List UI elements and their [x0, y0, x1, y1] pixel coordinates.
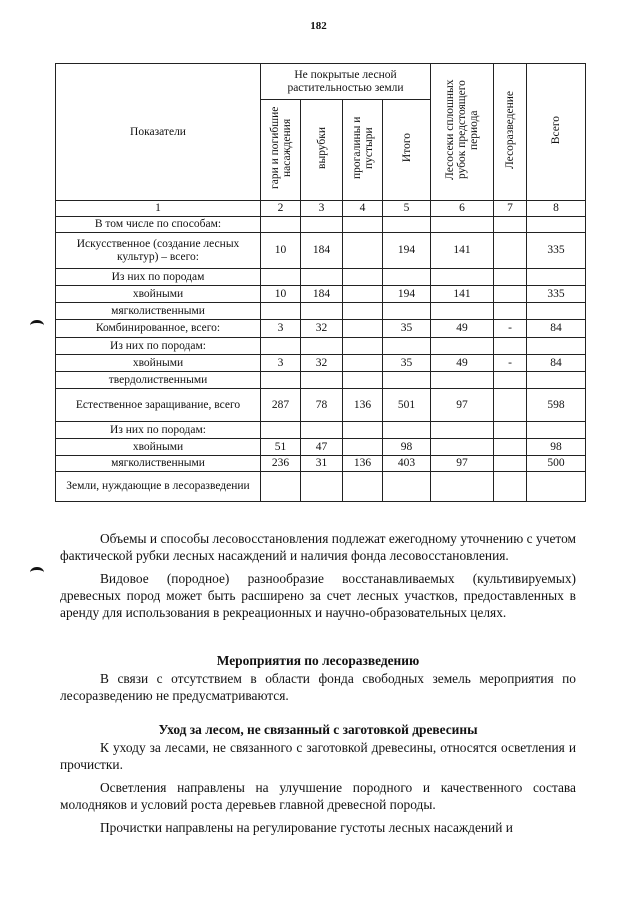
table-cell [343, 217, 383, 233]
table-row [56, 338, 586, 355]
table-cell: 335 [527, 286, 586, 303]
table-cell [343, 472, 383, 502]
table-cell: 500 [527, 456, 586, 472]
table-cell: 10 [261, 286, 301, 303]
row-label: твердолиственными [56, 372, 261, 389]
table-cell: 98 [383, 439, 431, 456]
header-glades [343, 100, 383, 201]
col-num: 1 [56, 201, 261, 217]
table-cell [494, 456, 527, 472]
table-cell [343, 338, 383, 355]
table-cell: 136 [343, 389, 383, 422]
table-cell [343, 355, 383, 372]
table-cell: 84 [527, 320, 586, 338]
body-text-1 [60, 530, 576, 621]
table-row [56, 472, 586, 502]
table-cell [301, 217, 343, 233]
table-cell: 184 [301, 233, 343, 269]
table-cell [527, 338, 586, 355]
table-cell [301, 422, 343, 439]
header-burned-text: гари и погибшие насаждения [268, 106, 293, 190]
table-cell [431, 422, 494, 439]
table-cell [494, 286, 527, 303]
row-label: хвойными [56, 355, 261, 372]
table-cell [431, 472, 494, 502]
table-cell: 403 [383, 456, 431, 472]
table-cell [494, 338, 527, 355]
row-label: Из них по породам: [56, 422, 261, 439]
table-cell: 335 [527, 233, 586, 269]
table-row [56, 269, 586, 286]
row-label: Из них по породам [56, 269, 261, 286]
table-cell: 98 [527, 439, 586, 456]
table-cell [527, 422, 586, 439]
reforestation-table [55, 63, 586, 502]
header-clearcuts-text: Лесосеки сплошных рубок предстоящего периода [444, 79, 481, 181]
table-row [56, 233, 586, 269]
table-cell [431, 303, 494, 320]
header-cuttings [301, 100, 343, 201]
table-row [56, 217, 586, 233]
paragraph: Объемы и способы лесовосстановления подлежат ежегодному уточнению с учетом фактической рубки лесных насаждений и наличия фонда лесовосстановления. [60, 531, 576, 563]
table-cell [383, 422, 431, 439]
table-cell [343, 233, 383, 269]
row-label: Земли, нуждающие в лесоразведении [56, 472, 261, 502]
table-cell [383, 338, 431, 355]
table-cell [527, 217, 586, 233]
table-row [56, 389, 586, 422]
col-num: 8 [527, 201, 586, 217]
table-cell [494, 217, 527, 233]
header-clearcuts [431, 64, 494, 201]
row-label: хвойными [56, 439, 261, 456]
header-cuttings-text: вырубки [315, 127, 328, 169]
row-label: мягколиственными [56, 456, 261, 472]
table-cell: - [494, 320, 527, 338]
row-label: Комбинированное, всего: [56, 320, 261, 338]
table-cell: 3 [261, 355, 301, 372]
table-cell: 47 [301, 439, 343, 456]
table-cell [527, 372, 586, 389]
table-row [56, 355, 586, 372]
table-cell [343, 286, 383, 303]
col-num: 5 [383, 201, 431, 217]
table-cell [494, 439, 527, 456]
paragraph: К уходу за лесами, не связанного с заготовкой древесины, относятся осветления и прочистки. [60, 740, 576, 772]
table-cell: 501 [383, 389, 431, 422]
row-label: Из них по породам: [56, 338, 261, 355]
col-num: 3 [301, 201, 343, 217]
table-cell [301, 269, 343, 286]
table-cell: 236 [261, 456, 301, 472]
row-label: В том числе по способам: [56, 217, 261, 233]
header-glades-text: прогалины и пустыри [350, 116, 375, 180]
table-cell: 49 [431, 355, 494, 372]
table-cell: 184 [301, 286, 343, 303]
section-heading: Мероприятия по лесоразведению [216, 653, 420, 668]
table-cell [494, 472, 527, 502]
table-cell [261, 303, 301, 320]
table-cell: 32 [301, 355, 343, 372]
table-row [56, 456, 586, 472]
column-numbers-row [56, 201, 586, 217]
page-number: 182 [310, 20, 327, 32]
table-cell [383, 472, 431, 502]
header-burned [261, 100, 301, 201]
col-num: 6 [431, 201, 494, 217]
section-heading: Уход за лесом, не связанный с заготовкой древесины [158, 722, 478, 737]
table-row [56, 303, 586, 320]
table-cell: 287 [261, 389, 301, 422]
table-cell [343, 422, 383, 439]
table-cell [343, 439, 383, 456]
table-cell [431, 217, 494, 233]
table-cell [527, 472, 586, 502]
body-text-2 [60, 670, 576, 704]
table-cell [383, 303, 431, 320]
row-label: мягколиственными [56, 303, 261, 320]
col-num: 7 [494, 201, 527, 217]
table-cell [431, 269, 494, 286]
table-cell: 35 [383, 320, 431, 338]
table-cell [343, 303, 383, 320]
table-row [56, 372, 586, 389]
table-cell [261, 372, 301, 389]
header-total-sub [383, 100, 431, 201]
table-cell [343, 269, 383, 286]
table-cell: 49 [431, 320, 494, 338]
table-cell: 78 [301, 389, 343, 422]
scan-mark [30, 320, 44, 331]
table-cell: 3 [261, 320, 301, 338]
table-body [56, 217, 586, 502]
table-row [56, 286, 586, 303]
table-cell: - [494, 355, 527, 372]
table-cell [383, 217, 431, 233]
table-cell [343, 372, 383, 389]
table-cell [527, 303, 586, 320]
table-cell [301, 372, 343, 389]
paragraph: В связи с отсутствием в области фонда свободных земель мероприятия по лесоразведению не предусматриваются. [60, 671, 576, 703]
row-label: Искусственное (создание лесных культур) – всего: [56, 233, 261, 269]
table-cell [527, 269, 586, 286]
table-cell [383, 269, 431, 286]
table-cell: 10 [261, 233, 301, 269]
paragraph: Видовое (породное) разнообразие восстанавливаемых (культивируемых) древесных пород может быть расширено за счет лесных участков, предоставленных в аренду для использования в рекреационных и научно-образовательных целях. [60, 571, 576, 620]
table-cell [301, 472, 343, 502]
table-cell [261, 217, 301, 233]
header-afforestation [494, 64, 527, 201]
table-cell [261, 422, 301, 439]
table-cell [261, 472, 301, 502]
header-total [527, 64, 586, 201]
table-cell: 194 [383, 233, 431, 269]
body-text-3 [60, 739, 576, 836]
table-row [56, 320, 586, 338]
table-cell [261, 269, 301, 286]
table-cell: 141 [431, 233, 494, 269]
table-cell [431, 338, 494, 355]
table-cell: 97 [431, 456, 494, 472]
row-label: Естественное заращивание, всего [56, 389, 261, 422]
header-total-sub-text: Итого [400, 133, 413, 163]
table-cell: 84 [527, 355, 586, 372]
table-cell [494, 372, 527, 389]
table-cell [494, 422, 527, 439]
table-cell: 35 [383, 355, 431, 372]
table-cell [494, 303, 527, 320]
table-cell [301, 338, 343, 355]
table-cell [494, 269, 527, 286]
table-cell [494, 233, 527, 269]
table-cell [383, 372, 431, 389]
table-cell [301, 303, 343, 320]
table-cell [431, 439, 494, 456]
table-cell: 194 [383, 286, 431, 303]
table-cell: 598 [527, 389, 586, 422]
paragraph: Прочистки направлены на регулирование густоты лесных насаждений и [100, 820, 513, 835]
header-indicators: Показатели [56, 64, 261, 201]
header-total-text: Всего [550, 115, 563, 145]
col-num: 2 [261, 201, 301, 217]
col-num: 4 [343, 201, 383, 217]
scan-mark [30, 567, 44, 578]
table-cell: 31 [301, 456, 343, 472]
table-cell [343, 320, 383, 338]
table-cell: 51 [261, 439, 301, 456]
header-row-1 [56, 64, 586, 100]
table-row [56, 422, 586, 439]
paragraph: Осветления направлены на улучшение породного и качественного состава молодняков и условий роста деревьев главной древесной породы. [60, 780, 576, 812]
table-cell: 97 [431, 389, 494, 422]
table-cell: 141 [431, 286, 494, 303]
table-cell [494, 389, 527, 422]
table-cell [261, 338, 301, 355]
header-afforestation-text: Лесоразведение [504, 90, 517, 170]
row-label: хвойными [56, 286, 261, 303]
table-cell: 136 [343, 456, 383, 472]
table-row [56, 439, 586, 456]
header-not-covered-group: Не покрытые лесной растительностью земли [261, 64, 431, 100]
table-cell: 32 [301, 320, 343, 338]
table-cell [431, 372, 494, 389]
